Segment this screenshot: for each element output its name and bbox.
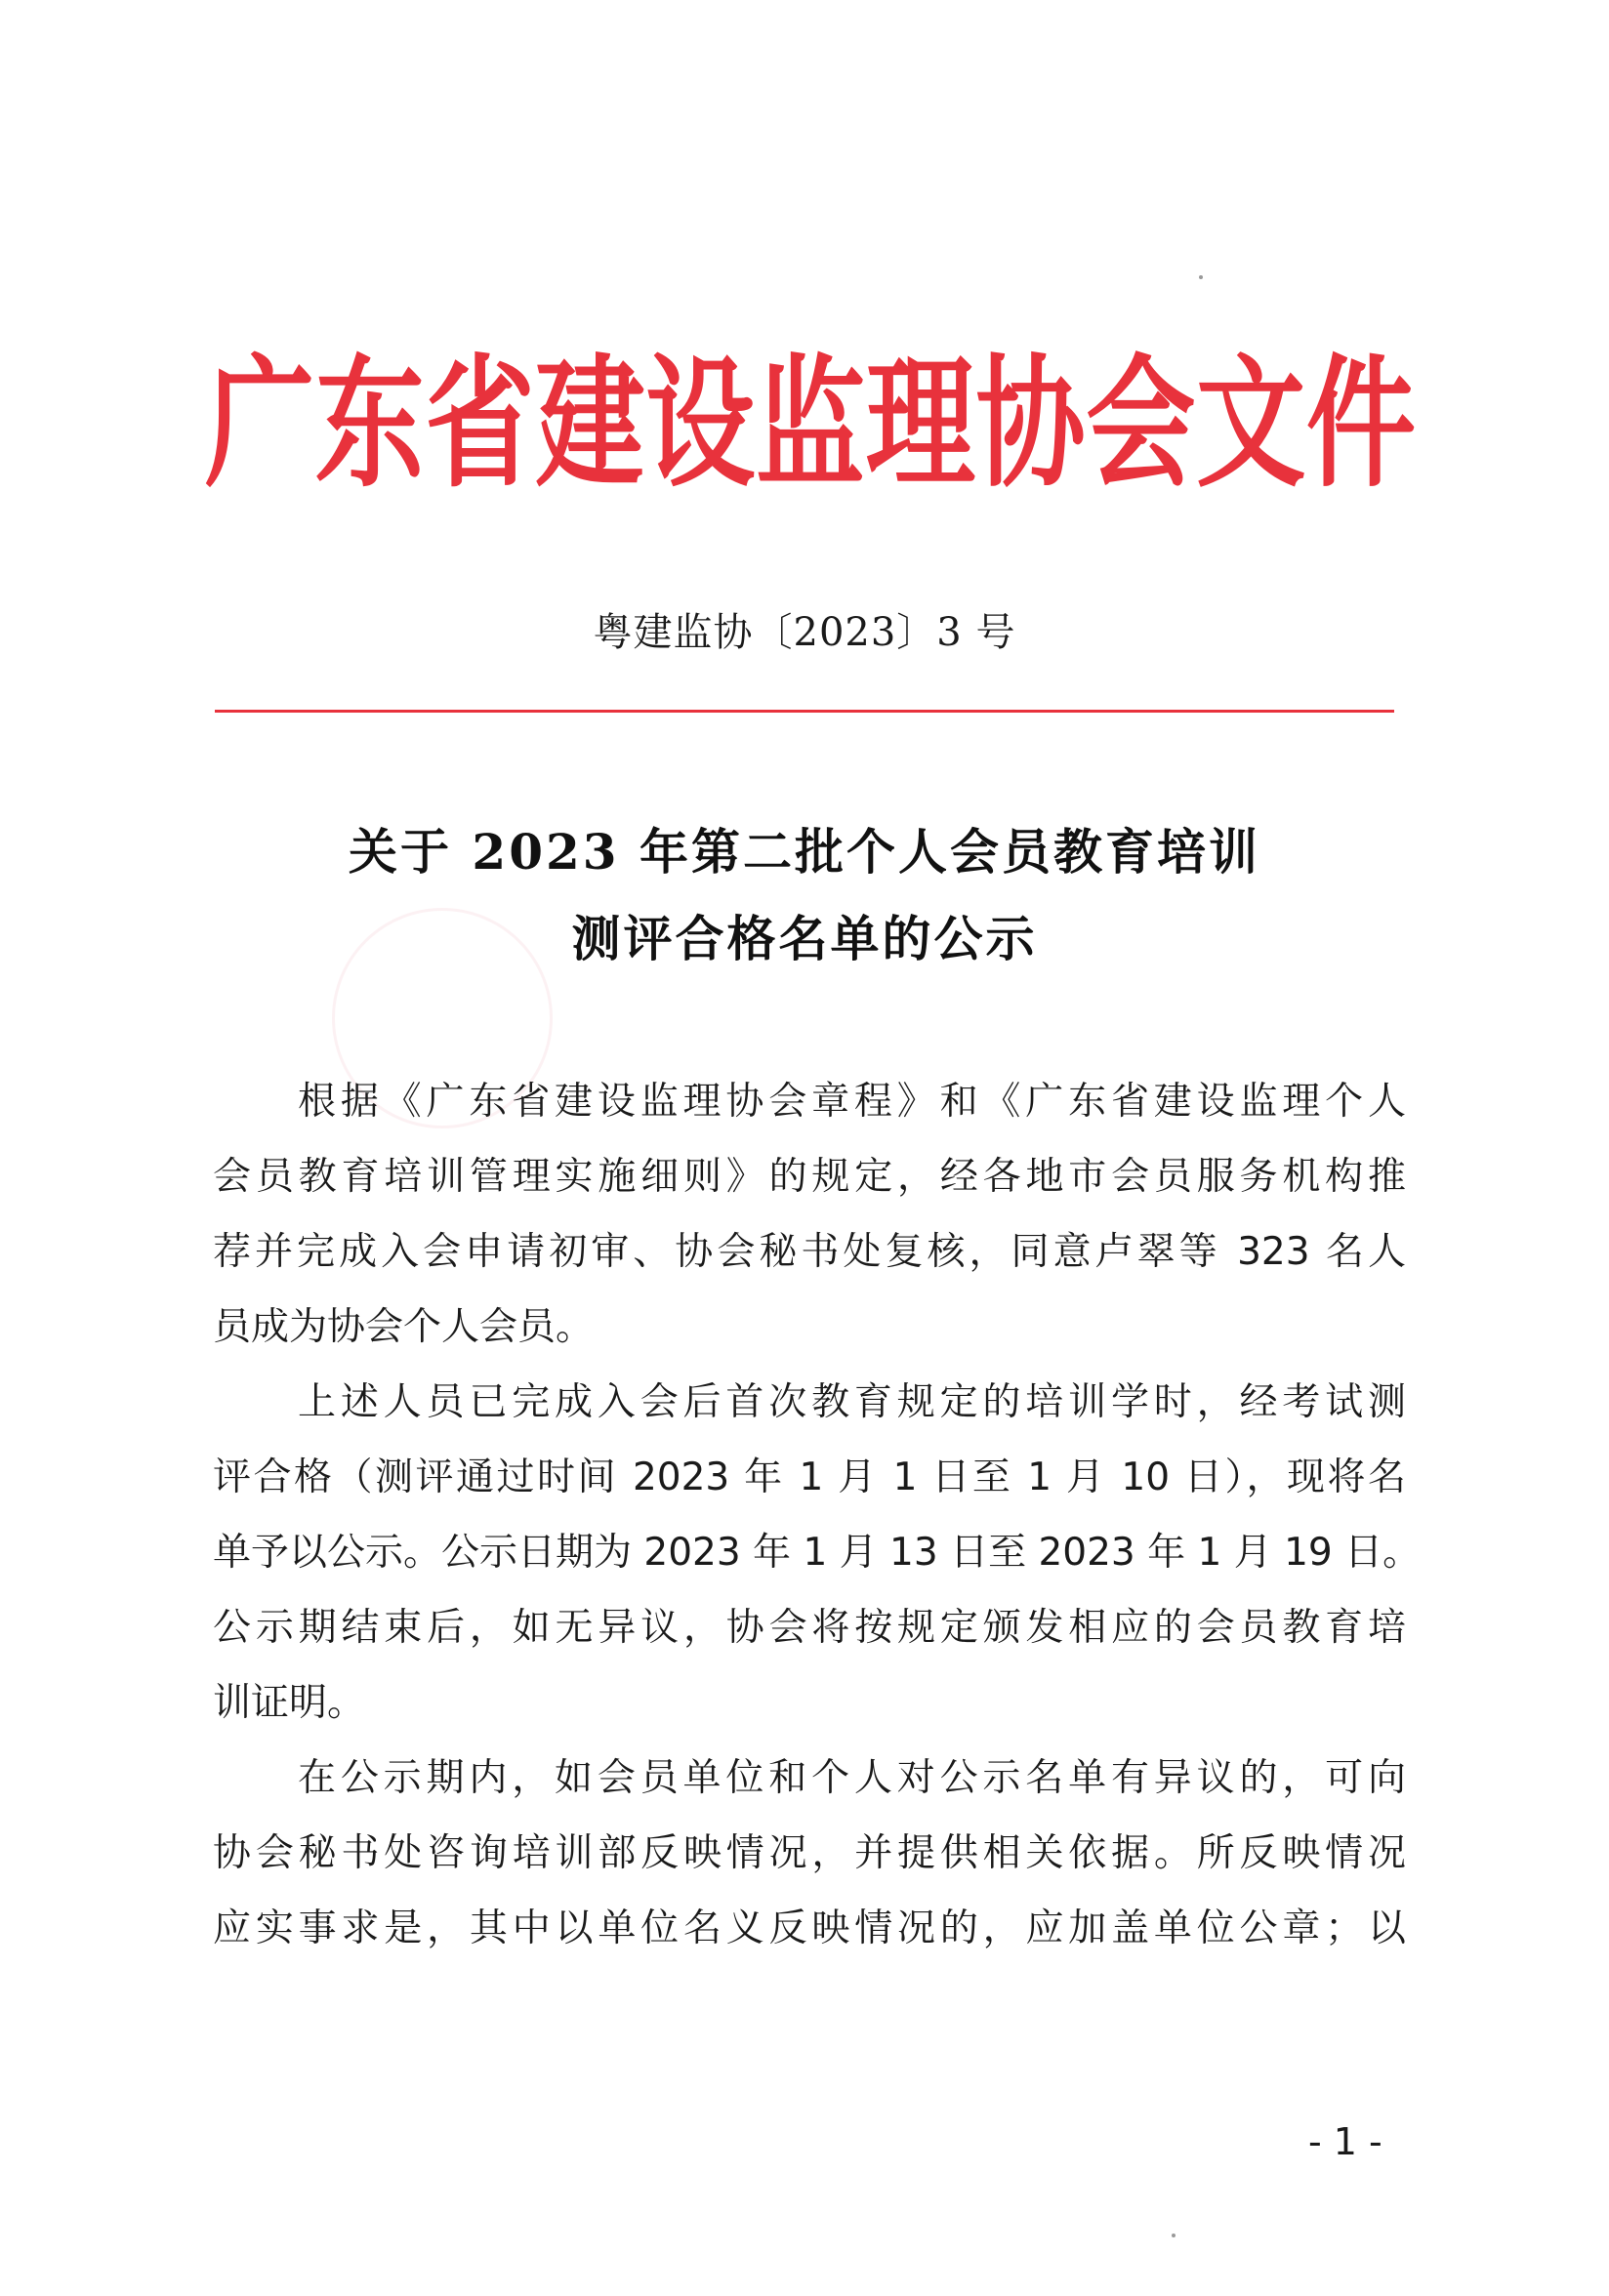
document-title-line-1: 关于 2023 年第二批个人会员教育培训 xyxy=(349,823,1260,881)
body-text-line: 员成为协会个人会员。 xyxy=(213,1305,595,1349)
body-text-line: 单予以公示。公示日期为 2023 年 1 月 13 日至 2023 年 1 月 19 日。 xyxy=(213,1531,1422,1575)
header-char: 东 xyxy=(314,342,425,508)
header-char: 监 xyxy=(755,342,865,508)
header-char: 建 xyxy=(535,342,645,508)
body-text-line: 会员教育培训管理实施细则》的规定，经各地市会员服务机构推 xyxy=(213,1155,1406,1199)
issuer-header-title xyxy=(205,337,1416,512)
header-char: 设 xyxy=(645,342,756,508)
header-char: 会 xyxy=(1086,342,1196,508)
header-char: 广 xyxy=(205,342,314,508)
header-char: 省 xyxy=(425,342,535,508)
body-text-line: 训证明。 xyxy=(213,1681,366,1725)
document-title-line-2: 测评合格名单的公示 xyxy=(571,910,1038,967)
scan-speck xyxy=(1172,2234,1176,2237)
header-char: 协 xyxy=(975,342,1086,508)
body-text-line: 应实事求是，其中以单位名义反映情况的，应加盖单位公章；以 xyxy=(213,1906,1406,1950)
body-text-line: 根据《广东省建设监理协会章程》和《广东省建设监理个人 xyxy=(298,1080,1406,1124)
body-text-line: 协会秘书处咨询培训部反映情况，并提供相关依据。所反映情况 xyxy=(213,1831,1406,1875)
scan-speck xyxy=(1199,275,1203,279)
body-text-line: 评合格（测评通过时间 2023 年 1 月 1 日至 1 月 10 日），现将名 xyxy=(213,1456,1406,1499)
header-char: 件 xyxy=(1305,342,1416,508)
header-char: 理 xyxy=(865,342,975,508)
header-char: 文 xyxy=(1196,342,1306,508)
body-text-line: 荐并完成入会申请初审、协会秘书处复核，同意卢翠等 323 名人 xyxy=(213,1230,1406,1274)
document-number: 粤建监协〔2023〕3 号 xyxy=(593,610,1016,655)
header-divider-rule xyxy=(215,710,1394,713)
body-text-line: 上述人员已完成入会后首次教育规定的培训学时，经考试测 xyxy=(298,1380,1406,1424)
body-text-line: 在公示期内，如会员单位和个人对公示名单有异议的，可向 xyxy=(298,1756,1406,1800)
body-text-line: 公示期结束后，如无异议，协会将按规定颁发相应的会员教育培 xyxy=(213,1606,1406,1650)
page-number: - 1 - xyxy=(1308,2120,1382,2163)
